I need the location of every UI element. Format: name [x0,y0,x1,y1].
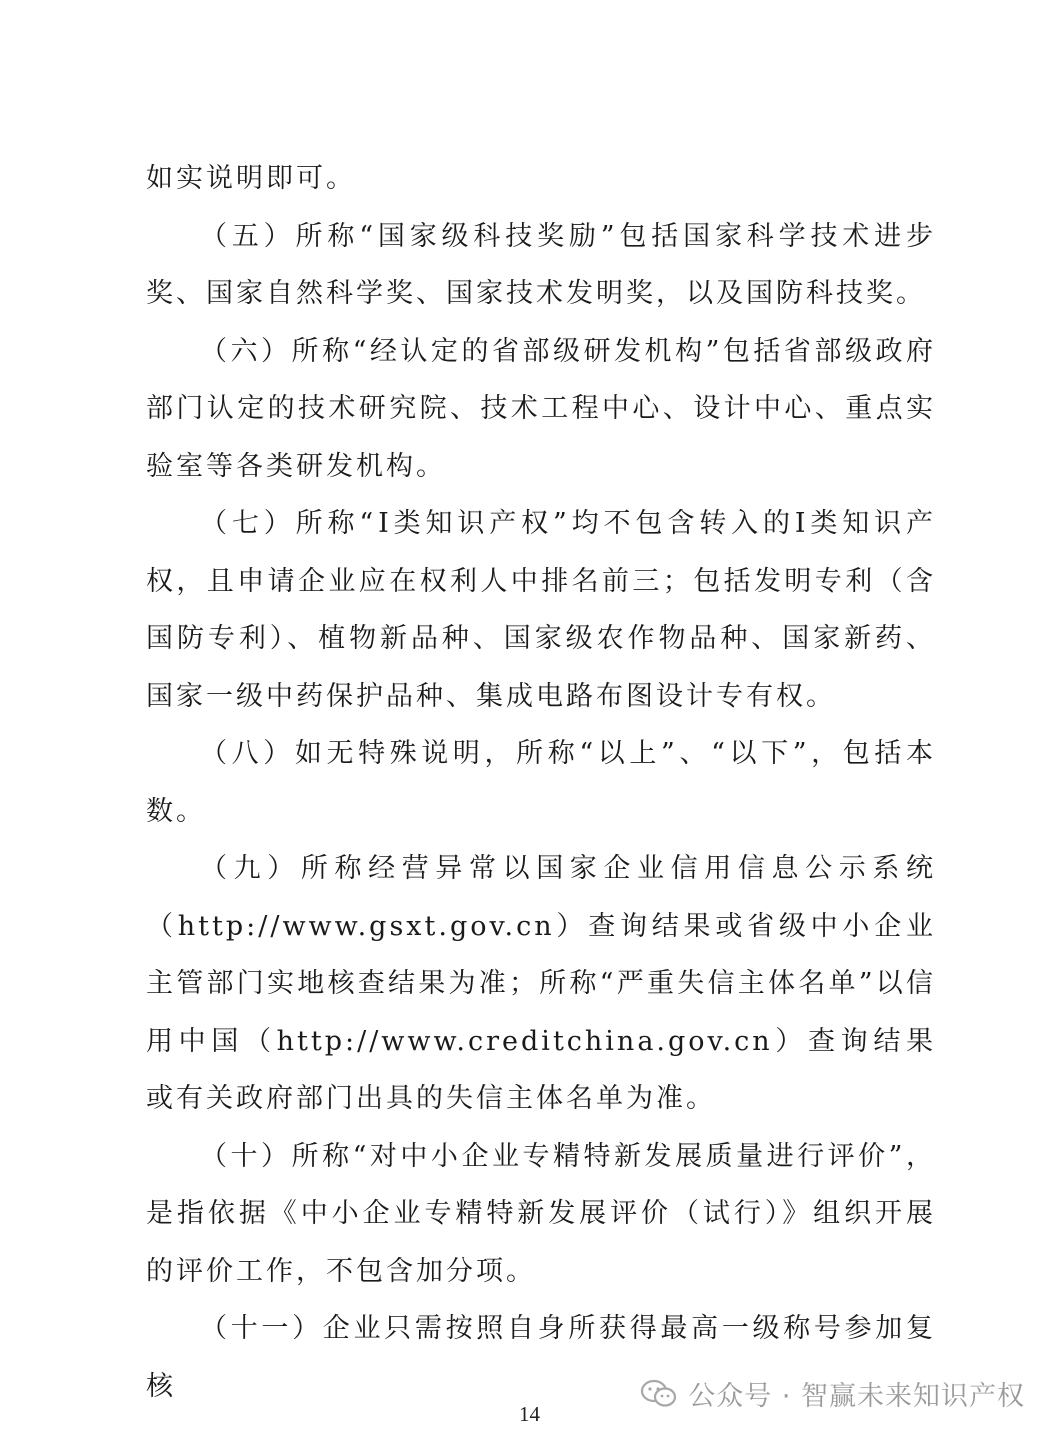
paragraph-8: （八）如无特殊说明，所称“以上”、“以下”，包括本数。 [146,738,936,827]
paragraph-5: （五）所称“国家级科技奖励”包括国家科学技术进步奖、国家自然科学奖、国家技术发明奖，以及国防科技奖。 [146,220,936,309]
watermark-text: 公众号 · 智赢未来知识产权 [688,1381,1025,1412]
paragraph-6: （六）所称“经认定的省部级研发机构”包括省部级政府部门认定的技术研究院、技术工程中心、设计中心、重点实验室等各类研发机构。 [146,335,936,482]
page-number: 14 [519,1402,540,1426]
paragraph-10: （十）所称“对中小企业专精特新发展质量进行评价”，是指依据《中小企业专精特新发展评价（试行）》组织开展的评价工作，不包含加分项。 [146,1140,936,1287]
body-text [146,150,936,1415]
paragraph-7: （七）所称“Ⅰ类知识产权”均不包含转入的Ⅰ类知识产权，且申请企业应在权利人中排名前三；包括发明专利（含国防专利）、植物新品种、国家级农作物品种、国家新药、国家一级中药保护品种、集成电路布图设计专有权。 [146,508,936,712]
paragraph-continuation: 如实说明即可。 [146,163,356,194]
paragraph-9: （九）所称经营异常以国家企业信用信息公示系统（http://www.gsxt.gov.cn）查询结果或省级中小企业主管部门实地核查结果为准；所称“严重失信主体名单”以信用中国（http://www.creditchina.gov.cn）查询结果或有关政府部门出具的失信主体名单为准。 [146,853,936,1114]
paragraph-11: （十一）企业只需按照自身所获得最高一级称号参加复核 [146,1313,936,1402]
